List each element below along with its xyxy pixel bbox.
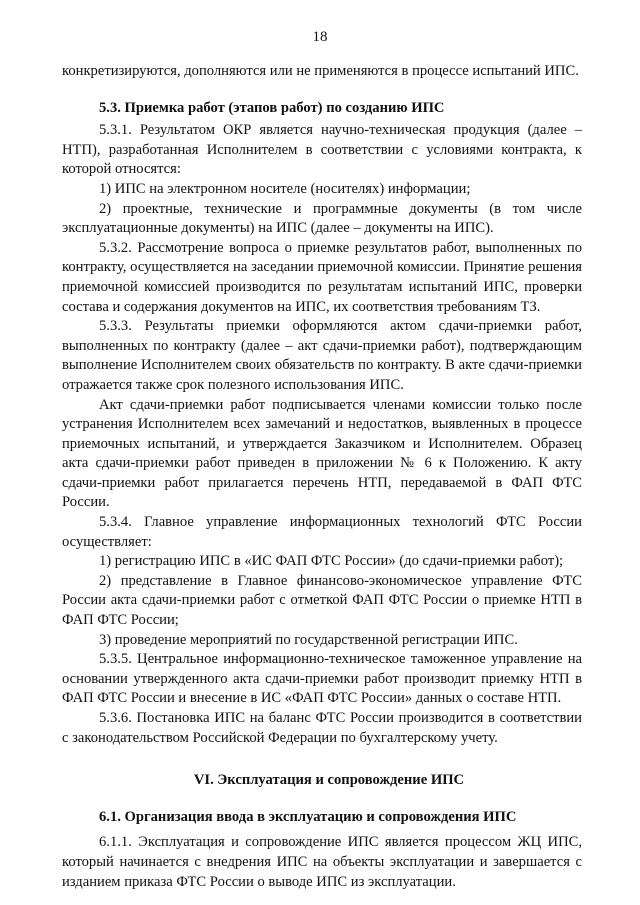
- list-item: 2) представление в Главное финансово-экономическое управление ФТС России акта сдачи-приемки работ с отметкой ФАП ФТС России о приемке НТП в ФАП ФТС России;: [62, 572, 582, 629]
- list-item: 1) ИПС на электронном носителе (носителях) информации;: [99, 180, 471, 197]
- list-item: 2) проектные, технические и программные документы (в том числе эксплуатационные документы) на ИПС (далее – документы на ИПС).: [62, 200, 582, 237]
- paragraph: 5.3.4. Главное управление информационных технологий ФТС России осуществляет:: [62, 514, 582, 550]
- list-item: 3) проведение мероприятий по государственной регистрации ИПС.: [99, 631, 518, 648]
- section-heading-5-3: 5.3. Приемка работ (этапов работ) по созданию ИПС: [99, 99, 445, 116]
- paragraph: 5.3.1. Результатом ОКР является научно-техническая продукция (далее – НТП), разработанная Исполнителем в соответствии с условиями контракта, к которой относятся:: [62, 122, 582, 178]
- page-number: 18: [312, 29, 328, 45]
- document-body: [62, 62, 582, 892]
- paragraph: 6.1.1. Эксплуатация и сопровождение ИПС является процессом ЖЦ ИПС, который начинается с внедрения ИПС на объекты эксплуатации и завершается с изданием приказа ФТС России о выводе ИПС из эксплуатации.: [62, 834, 582, 890]
- paragraph: конкретизируются, дополняются или не применяются в процессе испытаний ИПС.: [62, 63, 579, 79]
- paragraph: 5.3.5. Центральное информационно-техническое таможенное управление на основании утвержденного акта сдачи-приемки работ производит приемку НТП в ФАП ФТС России и внесение в ИС «ФАП ФТС России» данных о составе НТП.: [62, 651, 582, 707]
- chapter-heading-vi: VI. Эксплуатация и сопровождение ИПС: [193, 772, 465, 789]
- paragraph: 5.3.2. Рассмотрение вопроса о приемке результатов работ, выполненных по контракту, осуществляется на заседании приемочной комиссии. Принятие решения приемочной комиссией производится по результатам испытаний ИПС, проверки состава и содержания документов на ИПС, их соответствия требованиям ТЗ.: [62, 239, 582, 315]
- paragraph: 5.3.6. Постановка ИПС на баланс ФТС России производится в соответствии с законодательством Российской Федерации по бухгалтерскому учету.: [62, 710, 582, 746]
- paragraph: Акт сдачи-приемки работ подписывается членами комиссии только после устранения Исполнителем всех замечаний и недостатков, выявленных в процессе приемочных испытаний, и утверждается Заказчиком и Исполнителем. Образец акта сдачи-приемки работ приведен в приложении № 6 к Положению. К акту сдачи-приемки работ прилагается перечень НТП, передаваемой в ФАП ФТС России.: [62, 396, 582, 511]
- section-heading-6-1: 6.1. Организация ввода в эксплуатацию и сопровождения ИПС: [99, 808, 517, 825]
- list-item: 1) регистрацию ИПС в «ИС ФАП ФТС России» (до сдачи-приемки работ);: [99, 553, 564, 570]
- paragraph: 5.3.3. Результаты приемки оформляются актом сдачи-приемки работ, выполненных по контракту (далее – акт сдачи-приемки работ), подтверждающим выполнение Исполнителем своих обязательств по контракту. В акте сдачи-приемки отражается также срок полезного использования ИПС.: [62, 318, 582, 393]
